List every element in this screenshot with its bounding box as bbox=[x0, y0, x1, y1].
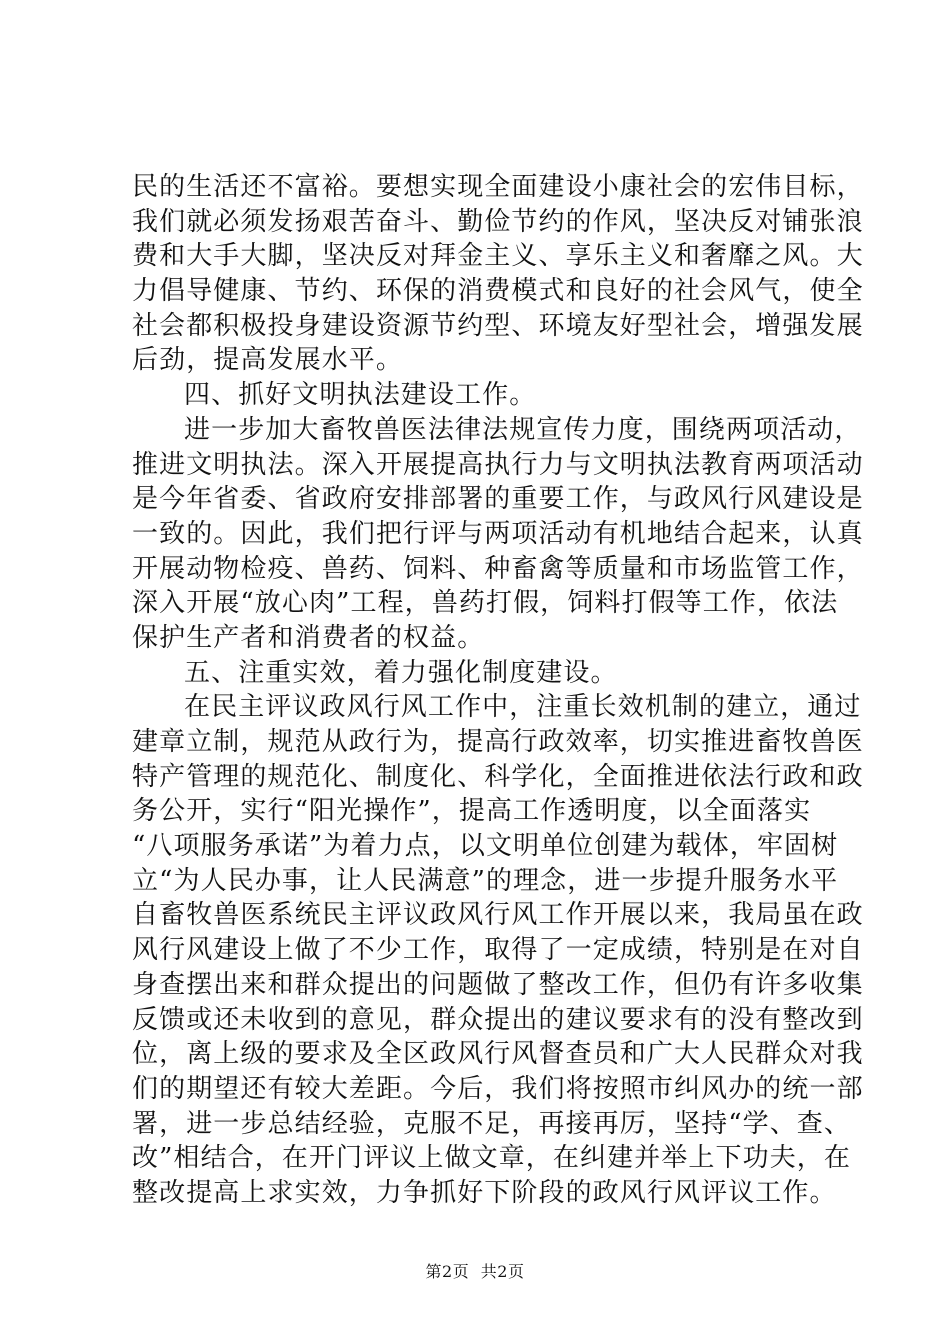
text-line: 在民主评议政风行风工作中，注重长效机制的建立，通过 bbox=[184, 692, 862, 723]
text-line: 整改提高上求实效，力争抓好下阶段的政风行风评议工作。 bbox=[132, 1177, 837, 1208]
text-line: 我们就必须发扬艰苦奋斗、勤俭节约的作风，坚决反对铺张浪 bbox=[132, 206, 864, 237]
text-line: 建章立制，规范从政行为，提高行政效率，切实推进畜牧兽医 bbox=[132, 727, 864, 757]
text-line: 开展动物检疫、兽药、饲料、种畜禽等质量和市场监管工作， bbox=[132, 553, 864, 584]
text-line: 们的期望还有较大差距。今后，我们将按照市纠风办的统一部 bbox=[132, 1073, 864, 1104]
text-line: 费和大手大脚，坚决反对拜金主义、享乐主义和奢靡之风。大 bbox=[132, 241, 864, 272]
text-line: 进一步加大畜牧兽医法律法规宣传力度，围绕两项活动， bbox=[184, 414, 862, 445]
text-line: 务公开，实行“阳光操作”，提高工作透明度，以全面落实 bbox=[132, 796, 812, 827]
text-line: 民的生活还不富裕。要想实现全面建设小康社会的宏伟目标， bbox=[132, 172, 864, 202]
text-line: 社会都积极投身建设资源节约型、环境友好型社会，增强发展 bbox=[132, 310, 864, 341]
text-line: 五、注重实效，着力强化制度建设。 bbox=[184, 657, 618, 688]
text-line: 自畜牧兽医系统民主评议政风行风工作开展以来，我局虽在政 bbox=[132, 900, 864, 931]
text-line: 身查摆出来和群众提出的问题做了整改工作，但仍有许多收集 bbox=[132, 969, 864, 1000]
text-line: 推进文明执法。深入开展提高执行力与文明执法教育两项活动 bbox=[132, 449, 864, 480]
text-line: 署，进一步总结经验，克服不足，再接再厉，坚持“学、查、 bbox=[132, 1108, 851, 1139]
text-line: 改”相结合，在开门评议上做文章，在纠建并举上下功夫，在 bbox=[132, 1143, 851, 1174]
text-line: 保护生产者和消费者的权益。 bbox=[132, 622, 485, 653]
text-line: 四、抓好文明执法建设工作。 bbox=[184, 380, 537, 411]
current-page-number: 第2页 bbox=[425, 1262, 470, 1281]
text-line: 立“为人民办事，让人民满意”的理念，进一步提升服务水平 bbox=[132, 865, 839, 896]
text-line: 位，离上级的要求及全区政风行风督查员和广大人民群众对我 bbox=[132, 1039, 864, 1070]
text-line: 一致的。因此，我们把行评与两项活动有机地结合起来，认真 bbox=[132, 518, 864, 549]
text-line: 风行风建设上做了不少工作，取得了一定成绩，特别是在对自 bbox=[132, 935, 864, 966]
text-line: 是今年省委、省政府安排部署的重要工作，与政风行风建设是 bbox=[132, 484, 864, 515]
text-line: 反馈或还未收到的意见，群众提出的建议要求有的没有整改到 bbox=[132, 1004, 864, 1035]
text-line: “八项服务承诺”为着力点，以文明单位创建为载体，牢固树 bbox=[132, 831, 839, 862]
page-footer bbox=[0, 1262, 950, 1282]
text-line: 特产管理的规范化、制度化、科学化，全面推进依法行政和政 bbox=[132, 761, 864, 792]
document-body bbox=[132, 170, 864, 1211]
total-page-count: 共2页 bbox=[480, 1262, 525, 1281]
text-line: 力倡导健康、节约、环保的消费模式和良好的社会风气，使全 bbox=[132, 276, 864, 307]
text-line: 后劲，提高发展水平。 bbox=[132, 345, 404, 376]
text-line: 深入开展“放心肉”工程，兽药打假，饲料打假等工作，依法 bbox=[132, 588, 839, 619]
